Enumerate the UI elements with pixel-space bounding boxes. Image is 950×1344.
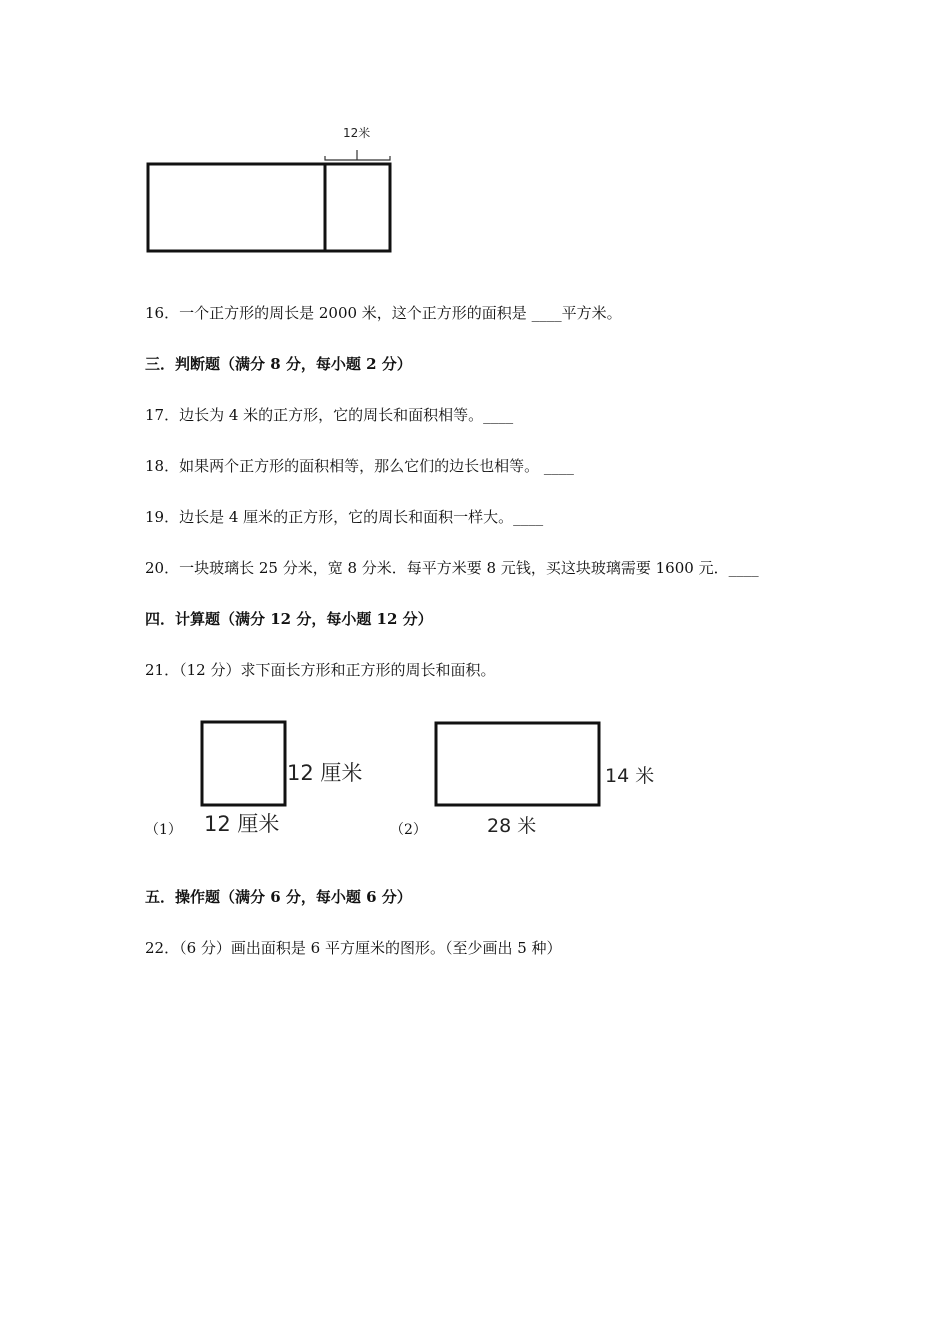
top-figure-label: 12米 — [343, 126, 371, 140]
top-rectangle-figure — [140, 120, 400, 260]
combined-rectangle — [148, 164, 390, 251]
square-bottom-label: 12 厘米 — [204, 812, 280, 836]
section-4-heading: 四．计算题（满分 12 分，每小题 12 分） — [145, 610, 433, 628]
question-19: 19．边长是 4 厘米的正方形，它的周长和面积一样大。____ — [145, 508, 544, 526]
rectangle-figure — [432, 718, 612, 818]
square-figure — [198, 718, 298, 818]
square-side-label: 12 厘米 — [287, 761, 363, 785]
dimension-bracket — [325, 150, 390, 160]
square-shape — [202, 722, 285, 805]
question-17: 17．边长为 4 米的正方形，它的周长和面积相等。____ — [145, 406, 514, 424]
rectangle-bottom-label: 28 米 — [487, 815, 537, 837]
question-18: 18．如果两个正方形的面积相等，那么它们的边长也相等。 ____ — [145, 457, 574, 475]
figure-2-index: （2） — [390, 822, 427, 838]
question-21: 21．（12 分）求下面长方形和正方形的周长和面积。 — [145, 661, 496, 679]
question-22: 22．（6 分）画出面积是 6 平方厘米的图形。（至少画出 5 种） — [145, 939, 562, 957]
section-3-heading: 三．判断题（满分 8 分，每小题 2 分） — [145, 355, 412, 373]
rectangle-shape — [436, 723, 599, 805]
figure-1-index: （1） — [145, 822, 182, 838]
section-5-heading: 五．操作题（满分 6 分，每小题 6 分） — [145, 888, 412, 906]
rectangle-side-label: 14 米 — [605, 765, 655, 787]
question-20: 20．一块玻璃长 25 分米，宽 8 分米．每平方米要 8 元钱，买这块玻璃需要 1600 元．____ — [145, 559, 759, 577]
question-16: 16．一个正方形的周长是 2000 米，这个正方形的面积是 ____平方米。 — [145, 304, 622, 322]
